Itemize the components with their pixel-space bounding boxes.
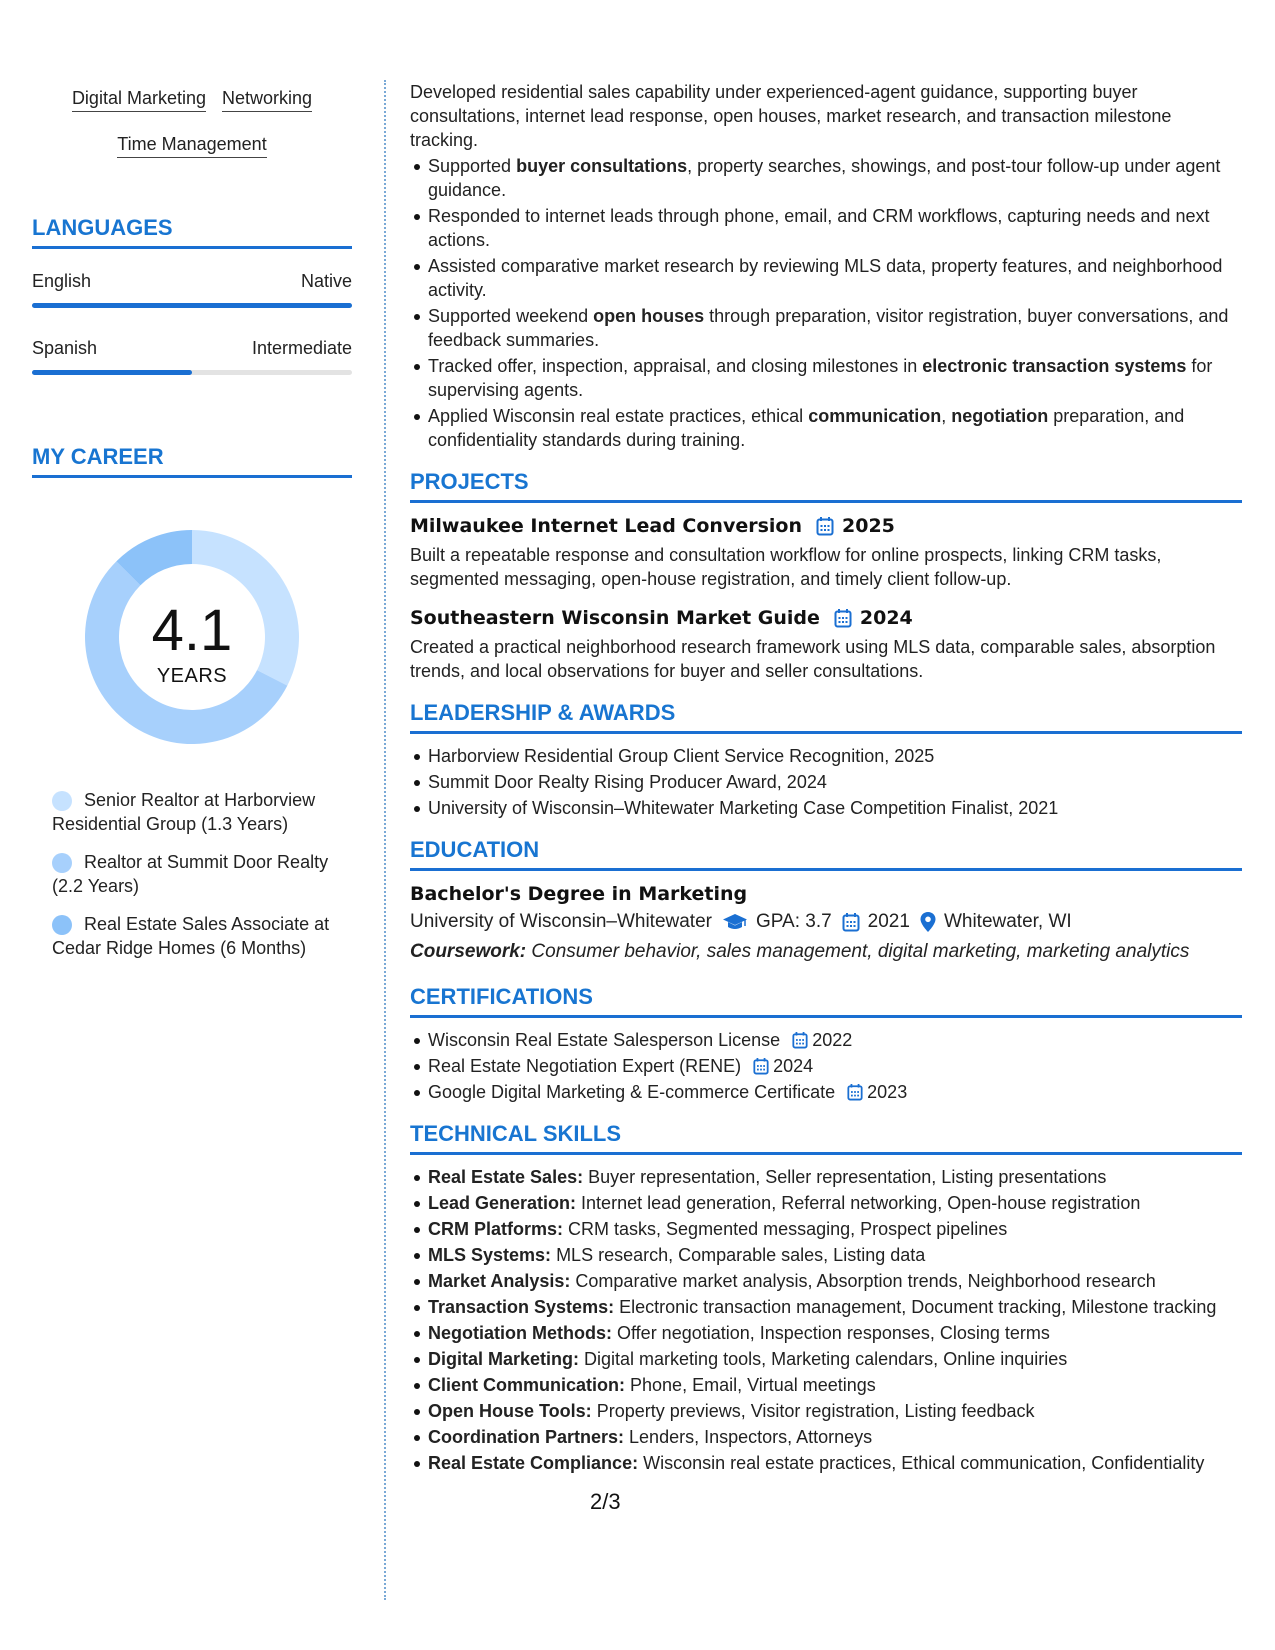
skill-values: CRM tasks, Segmented messaging, Prospect pipelines [568,1219,1008,1239]
project-item [410,605,1242,683]
legend-dot [52,853,72,873]
career-legend [32,788,352,960]
page-number: 2/3 [590,1489,621,1514]
list-item: Summit Door Realty Rising Producer Award, 2024 [428,770,1242,794]
list-item [428,1269,1242,1293]
skill-values: Electronic transaction management, Document tracking, Milestone tracking [619,1297,1217,1317]
skill-category: MLS Systems: [428,1245,552,1265]
column-divider [384,80,386,1600]
language-level: Intermediate [251,338,352,358]
skill-values: Phone, Email, Virtual meetings [630,1375,876,1395]
project-description: Created a practical neighborhood research framework using MLS data, comparable sales, absorption trends, and local observations for buyer and seller consultations. [410,637,1216,681]
certification-year: 2022 [812,1030,853,1050]
calendar-icon [753,1057,769,1075]
skill-values: Property previews, Visitor registration, Listing feedback [596,1401,1035,1421]
list-item: Responded to internet leads through phone, email, and CRM workflows, capturing needs and next actions. [428,204,1242,252]
career-legend-item [52,850,352,898]
career-donut-chart [77,522,307,752]
language-name: English [32,271,92,291]
project-title: Southeastern Wisconsin Market Guide [410,607,820,629]
list-item: Assisted comparative market research by reviewing MLS data, property features, and neighborhood activity. [428,254,1242,302]
skill-category: Open House Tools: [428,1401,592,1421]
certification-year: 2023 [867,1082,908,1102]
language-name: Spanish [32,338,98,358]
list-item: Applied Wisconsin real estate practices, ethical communication, negotiation preparation, and confidentiality standards during training. [428,404,1242,452]
languages-heading: LANGUAGES [32,216,352,249]
experience-bullets [428,154,1242,452]
legend-dot [52,791,72,811]
legend-label: Realtor at Summit Door Realty (2.2 Years) [52,852,329,896]
certification-name: Google Digital Marketing & E-commerce Certificate [428,1082,836,1102]
technical-skills-list [428,1165,1242,1475]
skill-values: Wisconsin real estate practices, Ethical communication, Confidentiality [643,1453,1205,1473]
skill-values: Comparative market analysis, Absorption trends, Neighborhood research [575,1271,1156,1291]
list-item [428,1028,1242,1052]
list-item [428,1399,1242,1423]
skill-category: Transaction Systems: [428,1297,615,1317]
graduation-year: 2021 [867,911,910,932]
career-unit: YEARS [156,665,228,687]
calendar-icon [816,516,834,536]
skill-tag: Time Management [117,132,266,158]
project-year: 2024 [859,607,913,629]
calendar-icon [834,608,852,628]
language-proficiency-bar [32,370,352,375]
skill-category: Real Estate Compliance: [428,1453,639,1473]
skill-tag: Digital Marketing [72,86,206,112]
list-item [428,1054,1242,1078]
language-item [32,336,352,375]
certifications-heading: CERTIFICATIONS [410,985,1242,1018]
skill-values: Internet lead generation, Referral networking, Open-house registration [581,1193,1141,1213]
gpa: GPA: 3.7 [755,911,832,932]
leadership-heading: LEADERSHIP & AWARDS [410,701,1242,734]
education-heading: EDUCATION [410,838,1242,871]
certifications-list [428,1028,1242,1104]
skill-category: Lead Generation: [428,1193,577,1213]
graduation-cap-icon [722,912,748,932]
projects-heading: PROJECTS [410,470,1242,503]
degree-title: Bachelor's Degree in Marketing [410,883,748,905]
experience-summary: Developed residential sales capability under experienced-agent guidance, supporting buyer consultations, internet lead response, open houses, market research, and transaction milestone tracking. [410,82,1172,150]
legend-label: Senior Realtor at Harborview Residential Group (1.3 Years) [52,790,316,834]
technical-skills-heading: TECHNICAL SKILLS [410,1122,1242,1155]
skill-category: Digital Marketing: [428,1349,580,1369]
project-description: Built a repeatable response and consultation workflow for online prospects, linking CRM tasks, segmented messaging, open-house registration, and timely client follow-up. [410,545,1162,589]
certification-name: Real Estate Negotiation Expert (RENE) [428,1056,742,1076]
skill-category: Market Analysis: [428,1271,571,1291]
language-item [32,269,352,308]
list-item: University of Wisconsin–Whitewater Marketing Case Competition Finalist, 2021 [428,796,1242,820]
coursework-label: Coursework: [410,941,527,962]
list-item: Tracked offer, inspection, appraisal, and closing milestones in electronic transaction systems for supervising agents. [428,354,1242,402]
calendar-icon [792,1031,808,1049]
skill-category: CRM Platforms: [428,1219,564,1239]
legend-label: Real Estate Sales Associate at Cedar Ridge Homes (6 Months) [52,914,330,958]
legend-dot [52,915,72,935]
skill-tags [32,74,352,166]
left-column [32,74,352,974]
language-level: Native [300,271,352,291]
list-item [428,1373,1242,1397]
list-item [428,1243,1242,1267]
skill-category: Coordination Partners: [428,1427,625,1447]
certification-year: 2024 [773,1056,814,1076]
skill-tag: Networking [222,86,312,112]
skill-category: Client Communication: [428,1375,625,1395]
school-name: University of Wisconsin–Whitewater [410,911,712,932]
list-item [428,1080,1242,1104]
skill-values: MLS research, Comparable sales, Listing data [556,1245,926,1265]
list-item [428,1295,1242,1319]
certification-name: Wisconsin Real Estate Salesperson License [428,1030,781,1050]
list-item [428,1191,1242,1215]
coursework [410,937,1242,967]
list-item: Supported weekend open houses through preparation, visitor registration, buyer conversations, and feedback summaries. [428,304,1242,352]
career-total: 4.1 [151,598,233,663]
list-item [428,1165,1242,1189]
skill-values: Digital marketing tools, Marketing calendars, Online inquiries [584,1349,1068,1369]
language-proficiency-bar [32,303,352,308]
leadership-list [428,744,1242,820]
list-item [428,1347,1242,1371]
location-pin-icon [920,912,936,932]
calendar-icon [842,912,860,932]
career-legend-item [52,788,352,836]
calendar-icon [847,1083,863,1101]
list-item: Harborview Residential Group Client Service Recognition, 2025 [428,744,1242,768]
skill-values: Lenders, Inspectors, Attorneys [629,1427,873,1447]
language-proficiency-fill [32,370,192,375]
coursework-list: Consumer behavior, sales management, digital marketing, marketing analytics [531,941,1190,962]
list-item: Supported buyer consultations, property searches, showings, and post-tour follow-up under agent guidance. [428,154,1242,202]
skill-values: Buyer representation, Seller representation, Listing presentations [588,1167,1107,1187]
list-item [428,1451,1242,1475]
career-legend-item [52,912,352,960]
project-year: 2025 [842,515,895,537]
language-proficiency-fill [32,303,352,308]
skill-category: Negotiation Methods: [428,1323,612,1343]
list-item [428,1425,1242,1449]
career-heading: MY CAREER [32,445,352,478]
project-title: Milwaukee Internet Lead Conversion [410,515,802,537]
right-column [410,80,1242,1477]
education-details [410,907,1242,937]
skill-category: Real Estate Sales: [428,1167,584,1187]
list-item [428,1217,1242,1241]
list-item [428,1321,1242,1345]
project-item [410,513,1242,591]
skill-values: Offer negotiation, Inspection responses, Closing terms [617,1323,1050,1343]
school-location: Whitewater, WI [943,911,1072,932]
